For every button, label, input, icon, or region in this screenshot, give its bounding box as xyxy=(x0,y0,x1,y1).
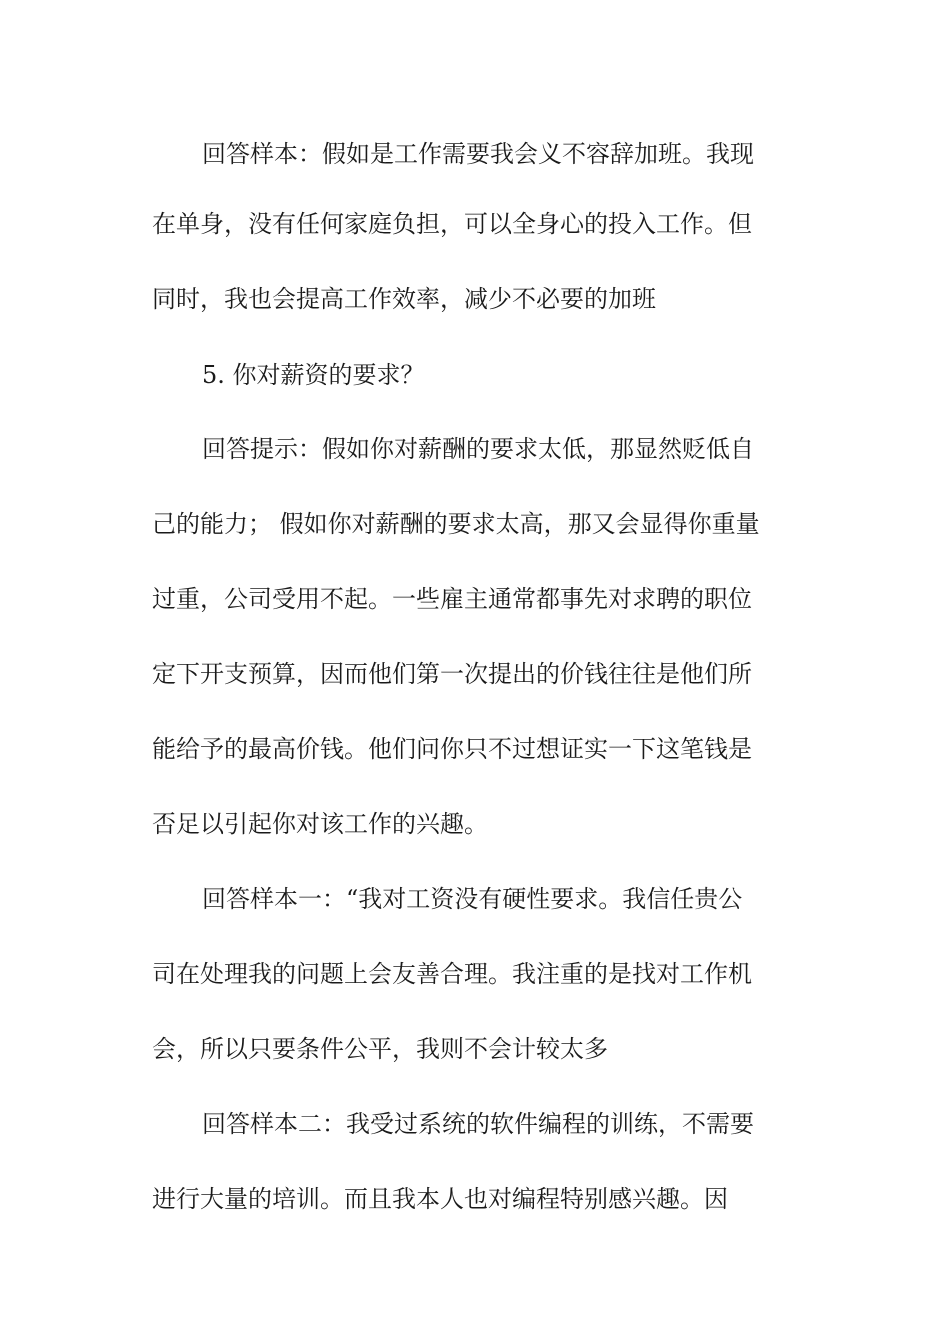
paragraph-line: 能给予的最高价钱。他们问你只不过想证实一下这笔钱是 xyxy=(152,735,752,763)
paragraph-line: 进行大量的培训。而且我本人也对编程特别感兴趣。因 xyxy=(152,1185,728,1213)
paragraph-line: 回答提示：假如你对薪酬的要求太低，那显然贬低自 xyxy=(202,435,754,463)
section-heading: 5. 你对薪资的要求？ xyxy=(202,361,425,389)
paragraph-line: 否足以引起你对该工作的兴趣。 xyxy=(152,810,488,838)
paragraph-line: 己的能力； 假如你对薪酬的要求太高，那又会显得你重量 xyxy=(152,510,760,538)
paragraph-line: 回答样本：假如是工作需要我会义不容辞加班。我现 xyxy=(202,140,754,168)
paragraph-line: 回答样本一：“我对工资没有硬性要求。我信任贵公 xyxy=(202,885,743,913)
paragraph-line: 在单身，没有任何家庭负担，可以全身心的投入工作。但 xyxy=(152,210,752,238)
paragraph-line: 定下开支预算，因而他们第一次提出的价钱往往是他们所 xyxy=(152,660,752,688)
paragraph-line: 过重，公司受用不起。一些雇主通常都事先对求聘的职位 xyxy=(152,585,752,613)
paragraph-line: 司在处理我的问题上会友善合理。我注重的是找对工作机 xyxy=(152,960,752,988)
paragraph-line: 同时，我也会提高工作效率，减少不必要的加班 xyxy=(152,285,656,313)
paragraph-line: 回答样本二：我受过系统的软件编程的训练，不需要 xyxy=(202,1110,754,1138)
paragraph-line: 会，所以只要条件公平，我则不会计较太多 xyxy=(152,1035,608,1063)
